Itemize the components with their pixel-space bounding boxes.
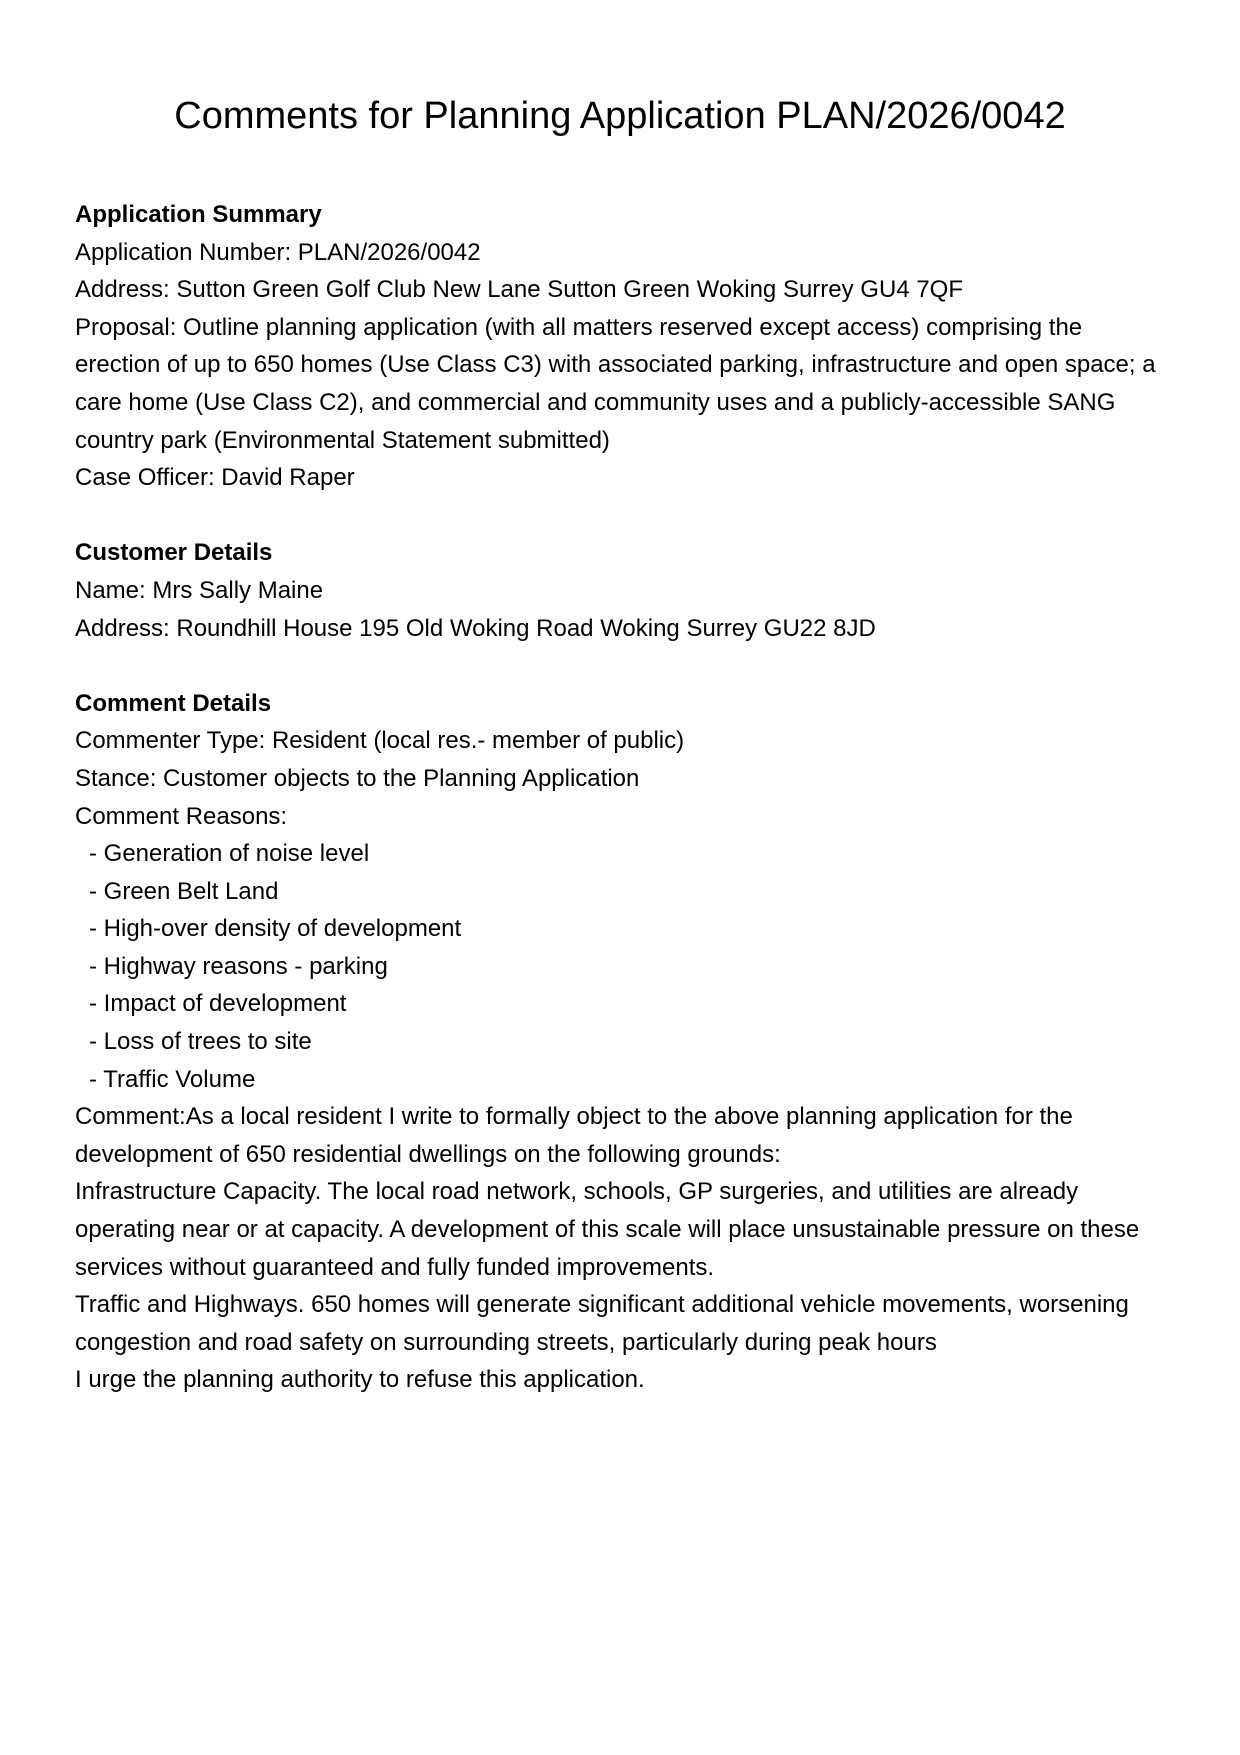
list-item: - Loss of trees to site xyxy=(89,1028,312,1056)
list-item: - High-over density of development xyxy=(89,915,462,943)
case-officer: Case Officer: David Raper xyxy=(75,464,355,492)
commenter-type: Commenter Type: Resident (local res.- member of public) xyxy=(75,727,685,755)
comment-paragraph: I urge the planning authority to refuse this application. xyxy=(75,1366,645,1394)
customer-name: Name: Mrs Sally Maine xyxy=(75,576,324,604)
list-item: - Highway reasons - parking xyxy=(89,952,388,980)
stance: Stance: Customer objects to the Planning Application xyxy=(75,764,640,792)
application-summary-heading: Application Summary xyxy=(75,201,322,228)
application-summary-section xyxy=(75,196,1165,497)
application-proposal: Proposal: Outline planning application (with all matters reserved except access) comprising the erection of up to 650 homes (Use Class C3) with associated parking, infrastructure and open space; a care home (Use Class C2), and commercial and community uses and a publicly-accessible SANG country park (Environmental Statement submitted) xyxy=(75,313,1156,454)
customer-details-section xyxy=(75,534,1165,647)
application-number: Application Number: PLAN/2026/0042 xyxy=(75,238,481,266)
comment-body xyxy=(75,1098,1165,1399)
comment-details-heading: Comment Details xyxy=(75,689,272,717)
list-item: - Green Belt Land xyxy=(89,877,279,905)
page-title: Comments for Planning Application PLAN/2026/0042 xyxy=(174,95,1066,137)
application-address: Address: Sutton Green Golf Club New Lane Sutton Green Woking Surrey GU4 7QF xyxy=(75,276,963,304)
customer-address: Address: Roundhill House 195 Old Woking Road Woking Surrey GU22 8JD xyxy=(75,614,876,642)
list-item: - Impact of development xyxy=(89,990,347,1018)
customer-details-heading: Customer Details xyxy=(75,539,273,567)
comment-paragraph: Infrastructure Capacity. The local road network, schools, GP surgeries, and utilities are already operating near or at capacity. A development of this scale will place unsustainable pressure on these services without guaranteed and fully funded improvements. xyxy=(75,1178,1140,1281)
comment-paragraph: Comment:As a local resident I write to formally object to the above planning application for the development of 650 residential dwellings on the following grounds: xyxy=(75,1103,1073,1168)
list-item: - Traffic Volume xyxy=(89,1065,256,1093)
comment-reasons-label: Comment Reasons: xyxy=(75,802,288,830)
section-spacer xyxy=(75,647,1165,685)
document-content xyxy=(75,196,1165,1399)
section-spacer xyxy=(75,497,1165,535)
list-item: - Generation of noise level xyxy=(89,840,370,868)
comment-paragraph: Traffic and Highways. 650 homes will generate significant additional vehicle movements, worsening congestion and road safety on surrounding streets, particularly during peak hours xyxy=(75,1291,1129,1356)
comment-reasons-list xyxy=(75,835,1165,1098)
comment-details-section xyxy=(75,685,1165,1399)
